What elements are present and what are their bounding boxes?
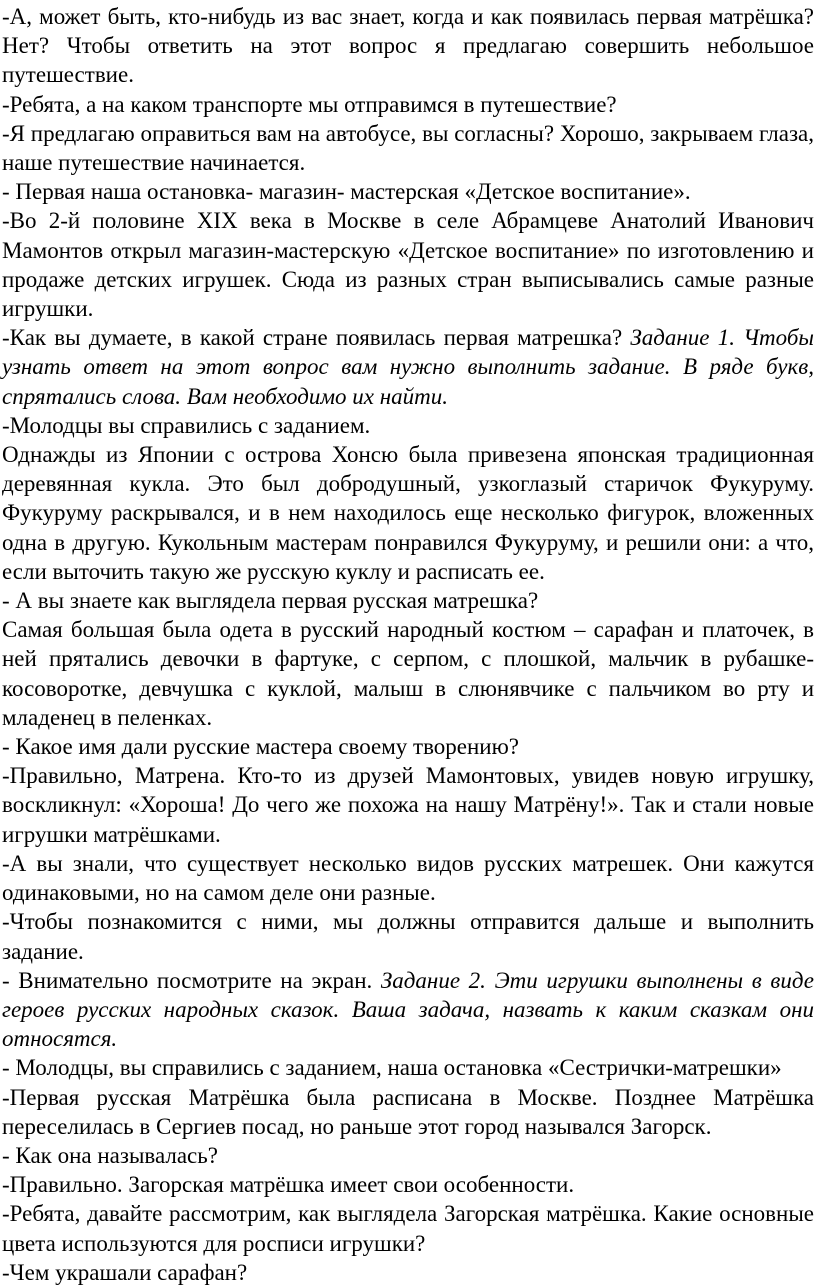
paragraph xyxy=(2,440,814,586)
paragraph-text: -Как вы думаете, в какой стране появилась первая матрешка? xyxy=(2,325,631,351)
paragraph-text: - А вы знаете как выглядела первая русская матрешка? xyxy=(2,588,539,614)
paragraph xyxy=(2,1053,814,1082)
paragraph-text: Самая большая была одета в русский народный костюм – сарафан и платочек, в ней прятались девочки в фартуке, с серпом, с плошкой, мальчик в рубашке-косоворотке, девчушка с куклой, малыш в слюнявчике с пальчиком во рту и младенец в пеленках. xyxy=(2,617,814,730)
paragraph xyxy=(2,761,814,849)
paragraph xyxy=(2,411,814,440)
paragraph-text: -Во 2-й половине XIX века в Москве в селе Абрамцеве Анатолий Иванович Мамонтов открыл магазин-мастерскую «Детское воспитание» по изготовлению и продаже детских игрушек. Сюда из разных стран выписывались самые разные игрушки. xyxy=(2,208,814,322)
paragraph-text: -А вы знали, что существует несколько видов русских матрешек. Они кажутся одинаковыми, но на самом деле они разные. xyxy=(2,850,814,906)
paragraph xyxy=(2,966,814,1054)
paragraph-text: -Ребята, давайте рассмотрим, как выглядела Загорская матрёшка. Какие основные цвета используются для росписи игрушки? xyxy=(2,1201,814,1256)
paragraph-text: -Правильно. Загорская матрёшка имеет свои особенности. xyxy=(2,1172,575,1198)
paragraph-text: -А, может быть, кто-нибудь из вас знает, когда и как появилась первая матрёшка? Нет? Чтобы ответить на этот вопрос я предлагаю совершить небольшое путешествие. xyxy=(2,4,814,88)
paragraph xyxy=(2,1141,814,1170)
paragraph xyxy=(2,586,814,615)
paragraph-text: -Ребята, а на каком транспорте мы отправимся в путешествие? xyxy=(2,91,617,117)
paragraph xyxy=(2,206,814,323)
paragraph-text: - Молодцы, вы справились с заданием, наша остановка «Сестрички-матрешки» xyxy=(2,1055,782,1081)
paragraph-text: -Правильно, Матрена. Кто-то из друзей Мамонтовых, увидев новую игрушку, воскликнул: «Хороша! До чего же похожа на нашу Матрёну!». Так и стали новые игрушки матрёшками. xyxy=(2,763,814,847)
paragraph-text: -Я предлагаю оправиться вам на автобусе, вы согласны? Хорошо, закрываем глаза, наше путешествие начинается. xyxy=(2,120,814,176)
paragraph xyxy=(2,907,814,965)
paragraph xyxy=(2,177,814,206)
task-2-italic: Задание 2. Эти игрушки выполнены в виде героев русских народных сказок. Ваша задача, назвать к каким сказкам они относятся. xyxy=(2,967,814,1052)
paragraph-text: -Чтобы познакомится с ними, мы должны отправится дальше и выполнить задание. xyxy=(2,909,814,964)
paragraph-text: - Первая наша остановка- магазин- мастерская «Детское воспитание». xyxy=(2,179,691,205)
paragraph xyxy=(2,323,814,411)
paragraph-text: -Чем украшали сарафан? xyxy=(2,1259,248,1285)
paragraph-text: Однажды из Японии с острова Хонсю была привезена японская традиционная деревянная кукла. Это был добродушный, узкоглазый старичок Фукуруму. Фукуруму раскрывался, и в нем находилось еще несколько фигурок, вложенных одна в другую. Кукольным мастерам понравился Фукуруму, и решили они: а что, если выточить такую же русскую куклу и расписать ее. xyxy=(2,442,814,584)
paragraph xyxy=(2,90,814,119)
paragraph xyxy=(2,1258,814,1287)
paragraph xyxy=(2,732,814,761)
paragraph-text: - Как она называлась? xyxy=(2,1142,218,1168)
paragraph xyxy=(2,1083,814,1141)
paragraph-text: - Внимательно посмотрите на экран. xyxy=(2,967,381,993)
paragraph-text: - Какое имя дали русские мастера своему творению? xyxy=(2,734,520,760)
paragraph-text: -Молодцы вы справились с заданием. xyxy=(2,412,371,438)
paragraph xyxy=(2,119,814,177)
paragraph xyxy=(2,1199,814,1257)
paragraph-text: -Первая русская Матрёшка была расписана в Москве. Позднее Матрёшка переселилась в Сергиев посад, но раньше этот город назывался Загорск. xyxy=(2,1084,814,1139)
paragraph xyxy=(2,2,814,90)
task-1-italic: Задание 1. Чтобы узнать ответ на этот вопрос вам нужно выполнить задание. В ряде букв, спрятались слова. Вам необходимо их найти. xyxy=(2,325,814,409)
paragraph xyxy=(2,615,814,732)
paragraph xyxy=(2,1170,814,1199)
paragraph xyxy=(2,849,814,907)
